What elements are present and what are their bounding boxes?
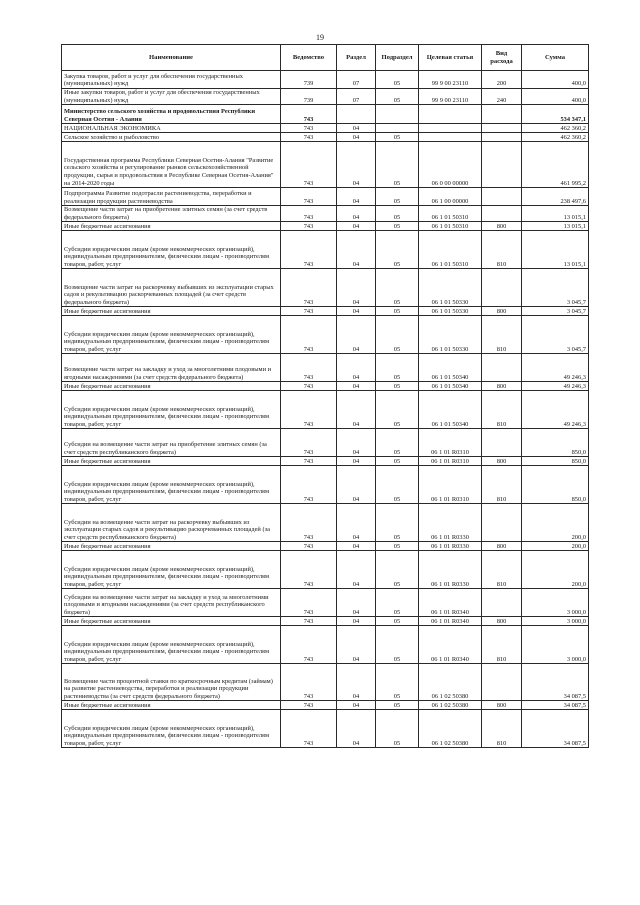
cell-ministry: 743	[281, 124, 337, 133]
table-row	[62, 269, 589, 307]
cell-section: 04	[337, 664, 376, 701]
cell-subsection	[376, 105, 419, 124]
cell-name: Иные бюджетные ассигнования	[62, 617, 281, 626]
cell-section: 07	[337, 89, 376, 105]
cell-ministry: 743	[281, 222, 337, 231]
table-row	[62, 626, 589, 664]
cell-name: Министерство сельского хозяйства и продовольствия Республики Северная Осетия - Алания	[62, 105, 281, 124]
cell-target-article: 06 1 01 R0340	[419, 617, 482, 626]
cell-name: Субсидии юридическим лицам (кроме некоммерческих организаций), индивидуальным предпринимателям, физическим лицам - производителям товаров, работ, услуг	[62, 466, 281, 504]
cell-section: 04	[337, 391, 376, 429]
cell-ministry: 739	[281, 71, 337, 89]
cell-name: Иные бюджетные ассигнования	[62, 382, 281, 391]
cell-expense-type	[482, 354, 522, 382]
cell-section: 07	[337, 71, 376, 89]
cell-amount: 34 087,5	[522, 701, 589, 710]
cell-expense-type: 800	[482, 382, 522, 391]
cell-ministry: 743	[281, 307, 337, 316]
cell-ministry: 743	[281, 589, 337, 617]
cell-amount: 462 360,2	[522, 133, 589, 142]
table-row	[62, 466, 589, 504]
cell-amount: 200,0	[522, 542, 589, 551]
cell-section: 04	[337, 617, 376, 626]
cell-target-article: 06 1 01 R0330	[419, 542, 482, 551]
cell-expense-type	[482, 206, 522, 222]
cell-section: 04	[337, 307, 376, 316]
cell-ministry: 743	[281, 316, 337, 354]
table-row	[62, 551, 589, 589]
table-row	[62, 142, 589, 188]
cell-expense-type: 200	[482, 71, 522, 89]
cell-subsection: 05	[376, 664, 419, 701]
table-row	[62, 382, 589, 391]
page-number: 19	[316, 33, 324, 42]
header-amount: Сумма	[522, 45, 589, 71]
cell-target-article: 06 1 01 R0340	[419, 589, 482, 617]
cell-expense-type: 240	[482, 89, 522, 105]
cell-amount: 3 000,0	[522, 626, 589, 664]
cell-name: Иные закупки товаров, работ и услуг для обеспечения государственных (муниципальных) нужд	[62, 89, 281, 105]
cell-name: Иные бюджетные ассигнования	[62, 457, 281, 466]
table-row	[62, 231, 589, 269]
cell-target-article	[419, 133, 482, 142]
cell-target-article: 06 0 00 00000	[419, 142, 482, 188]
cell-target-article: 06 1 01 50340	[419, 391, 482, 429]
table-row	[62, 133, 589, 142]
cell-ministry: 743	[281, 105, 337, 124]
cell-target-article: 06 1 01 50330	[419, 316, 482, 354]
table-row	[62, 391, 589, 429]
cell-subsection: 05	[376, 269, 419, 307]
cell-name: Субсидии на возмещение части затрат на раскорчевку выбывших из эксплуатации старых садов и рекультивацию раскорчеванных площадей (за счет средств республиканского бюджета)	[62, 504, 281, 542]
table-row	[62, 710, 589, 748]
cell-expense-type: 810	[482, 626, 522, 664]
cell-name: Субсидии юридическим лицам (кроме некоммерческих организаций), индивидуальным предпринимателям, физическим лицам - производителям товаров, работ, услуг	[62, 316, 281, 354]
cell-section: 04	[337, 354, 376, 382]
cell-section: 04	[337, 142, 376, 188]
cell-subsection: 05	[376, 617, 419, 626]
cell-target-article: 06 1 01 R0310	[419, 466, 482, 504]
table-body	[62, 71, 589, 748]
cell-target-article	[419, 124, 482, 133]
cell-subsection: 05	[376, 429, 419, 457]
cell-amount: 34 087,5	[522, 710, 589, 748]
table-row	[62, 206, 589, 222]
cell-expense-type	[482, 133, 522, 142]
cell-expense-type: 810	[482, 710, 522, 748]
cell-ministry: 743	[281, 504, 337, 542]
cell-section: 04	[337, 188, 376, 206]
cell-subsection: 05	[376, 142, 419, 188]
cell-target-article: 06 1 02 50380	[419, 664, 482, 701]
cell-ministry: 743	[281, 429, 337, 457]
cell-subsection: 05	[376, 701, 419, 710]
cell-section: 04	[337, 542, 376, 551]
cell-expense-type: 800	[482, 307, 522, 316]
table-row	[62, 701, 589, 710]
cell-ministry: 743	[281, 269, 337, 307]
cell-subsection: 05	[376, 504, 419, 542]
cell-target-article: 06 1 00 00000	[419, 188, 482, 206]
table-row	[62, 188, 589, 206]
cell-name: Иные бюджетные ассигнования	[62, 542, 281, 551]
cell-subsection: 05	[376, 354, 419, 382]
cell-expense-type	[482, 142, 522, 188]
cell-expense-type: 800	[482, 542, 522, 551]
cell-section: 04	[337, 504, 376, 542]
table-row	[62, 105, 589, 124]
cell-section: 04	[337, 710, 376, 748]
cell-subsection: 05	[376, 206, 419, 222]
cell-name: Государственная программа Республики Северная Осетия-Алания "Развитие сельского хозяйства и регулирование рынков сельскохозяйственной продукции, сырья и продовольствия в Республике Северная Осетия-Алания" на 2014-2020 годы	[62, 142, 281, 188]
cell-subsection: 05	[376, 626, 419, 664]
cell-section: 04	[337, 457, 376, 466]
cell-name: Субсидии юридическим лицам (кроме некоммерческих организаций), индивидуальным предпринимателям, физическим лицам - производителям товаров, работ, услуг	[62, 626, 281, 664]
cell-amount: 49 246,3	[522, 391, 589, 429]
cell-target-article: 06 1 01 50330	[419, 269, 482, 307]
cell-target-article	[419, 105, 482, 124]
cell-section: 04	[337, 382, 376, 391]
cell-ministry: 743	[281, 188, 337, 206]
cell-target-article: 06 1 01 50310	[419, 222, 482, 231]
cell-subsection: 05	[376, 551, 419, 589]
cell-section	[337, 105, 376, 124]
cell-ministry: 743	[281, 701, 337, 710]
header-expense-type: Вид расхода	[482, 45, 522, 71]
cell-amount: 534 347,1	[522, 105, 589, 124]
cell-name: Иные бюджетные ассигнования	[62, 222, 281, 231]
cell-amount: 461 995,2	[522, 142, 589, 188]
cell-ministry: 743	[281, 382, 337, 391]
header-section: Раздел	[337, 45, 376, 71]
cell-ministry: 743	[281, 206, 337, 222]
table-row	[62, 617, 589, 626]
cell-target-article: 99 9 00 23110	[419, 89, 482, 105]
cell-target-article: 06 1 01 R0330	[419, 504, 482, 542]
cell-subsection	[376, 124, 419, 133]
cell-ministry: 739	[281, 89, 337, 105]
cell-subsection: 05	[376, 89, 419, 105]
cell-ministry: 743	[281, 457, 337, 466]
cell-ministry: 743	[281, 664, 337, 701]
cell-ministry: 743	[281, 551, 337, 589]
cell-subsection: 05	[376, 589, 419, 617]
cell-target-article: 06 1 01 50310	[419, 206, 482, 222]
budget-table	[61, 44, 589, 748]
cell-expense-type	[482, 124, 522, 133]
cell-expense-type: 800	[482, 701, 522, 710]
cell-section: 04	[337, 589, 376, 617]
cell-subsection: 05	[376, 710, 419, 748]
cell-target-article: 06 1 01 50340	[419, 382, 482, 391]
cell-subsection: 05	[376, 316, 419, 354]
cell-ministry: 743	[281, 231, 337, 269]
cell-amount: 34 087,5	[522, 664, 589, 701]
cell-ministry: 743	[281, 710, 337, 748]
cell-amount: 850,0	[522, 429, 589, 457]
cell-expense-type: 810	[482, 231, 522, 269]
cell-ministry: 743	[281, 142, 337, 188]
cell-subsection: 05	[376, 382, 419, 391]
header-ministry: Ведомство	[281, 45, 337, 71]
cell-amount: 49 246,3	[522, 382, 589, 391]
cell-name: Субсидии юридическим лицам (кроме некоммерческих организаций), индивидуальным предпринимателям, физическим лицам - производителям товаров, работ, услуг	[62, 551, 281, 589]
header-subsection: Подраздел	[376, 45, 419, 71]
cell-expense-type: 810	[482, 316, 522, 354]
cell-target-article: 06 1 02 50380	[419, 701, 482, 710]
cell-expense-type	[482, 105, 522, 124]
cell-section: 04	[337, 626, 376, 664]
cell-target-article: 99 9 00 23110	[419, 71, 482, 89]
cell-amount: 49 246,3	[522, 354, 589, 382]
cell-name: Иные бюджетные ассигнования	[62, 307, 281, 316]
header-name: Наименование	[62, 45, 281, 71]
cell-name: Закупка товаров, работ и услуг для обеспечения государственных (муниципальных) нужд	[62, 71, 281, 89]
table-row	[62, 429, 589, 457]
cell-name: НАЦИОНАЛЬНАЯ ЭКОНОМИКА	[62, 124, 281, 133]
cell-target-article: 06 1 01 R0340	[419, 626, 482, 664]
cell-expense-type: 800	[482, 617, 522, 626]
cell-subsection: 05	[376, 231, 419, 269]
cell-name: Возмещение части затрат на приобретение элитных семян (за счет средств федерального бюджета)	[62, 206, 281, 222]
cell-target-article: 06 1 01 50340	[419, 354, 482, 382]
cell-expense-type: 810	[482, 551, 522, 589]
cell-subsection: 05	[376, 71, 419, 89]
cell-expense-type	[482, 589, 522, 617]
cell-expense-type	[482, 429, 522, 457]
table-row	[62, 222, 589, 231]
cell-ministry: 743	[281, 466, 337, 504]
cell-ministry: 743	[281, 133, 337, 142]
cell-section: 04	[337, 316, 376, 354]
table-row	[62, 71, 589, 89]
cell-section: 04	[337, 466, 376, 504]
cell-amount: 400,0	[522, 71, 589, 89]
table-row	[62, 589, 589, 617]
cell-amount: 3 000,0	[522, 617, 589, 626]
cell-section: 04	[337, 429, 376, 457]
table-row	[62, 316, 589, 354]
cell-amount: 13 015,1	[522, 206, 589, 222]
cell-amount: 200,0	[522, 551, 589, 589]
cell-target-article: 06 1 01 50330	[419, 307, 482, 316]
cell-target-article: 06 1 01 50310	[419, 231, 482, 269]
cell-amount: 200,0	[522, 504, 589, 542]
cell-section: 04	[337, 206, 376, 222]
cell-amount: 13 015,1	[522, 222, 589, 231]
cell-section: 04	[337, 222, 376, 231]
cell-expense-type	[482, 188, 522, 206]
table-row	[62, 354, 589, 382]
cell-name: Субсидии юридическим лицам (кроме некоммерческих организаций), индивидуальным предпринимателям, физическим лицам - производителям товаров, работ, услуг	[62, 391, 281, 429]
cell-amount: 850,0	[522, 457, 589, 466]
table-row	[62, 89, 589, 105]
cell-subsection: 05	[376, 133, 419, 142]
cell-name: Возмещение части затрат на закладку и уход за многолетними плодовыми и ягодными насаждениями (за счет средств федерального бюджета)	[62, 354, 281, 382]
cell-target-article: 06 1 01 R0310	[419, 457, 482, 466]
cell-section: 04	[337, 133, 376, 142]
cell-section: 04	[337, 701, 376, 710]
cell-section: 04	[337, 269, 376, 307]
cell-expense-type	[482, 504, 522, 542]
table-row	[62, 664, 589, 701]
cell-name: Субсидии юридическим лицам (кроме некоммерческих организаций), индивидуальным предпринимателям, физическим лицам - производителям товаров, работ, услуг	[62, 231, 281, 269]
cell-subsection: 05	[376, 466, 419, 504]
cell-name: Подпрограмма Развитие подотрасли растениеводства, переработки и реализации продукции растениеводства	[62, 188, 281, 206]
cell-section: 04	[337, 551, 376, 589]
cell-ministry: 743	[281, 626, 337, 664]
cell-name: Возмещение части затрат на раскорчевку выбывших из эксплуатации старых садов и рекультивацию раскорчеванных площадей (за счет средств федерального бюджета)	[62, 269, 281, 307]
cell-amount: 850,0	[522, 466, 589, 504]
cell-ministry: 743	[281, 617, 337, 626]
cell-subsection: 05	[376, 307, 419, 316]
cell-name: Сельское хозяйство и рыболовство	[62, 133, 281, 142]
cell-section: 04	[337, 124, 376, 133]
cell-subsection: 05	[376, 542, 419, 551]
cell-amount: 400,0	[522, 89, 589, 105]
cell-expense-type: 810	[482, 466, 522, 504]
table-header	[62, 45, 589, 71]
table-row	[62, 542, 589, 551]
cell-target-article: 06 1 01 R0310	[419, 429, 482, 457]
cell-subsection: 05	[376, 391, 419, 429]
cell-expense-type	[482, 664, 522, 701]
cell-amount: 3 045,7	[522, 307, 589, 316]
cell-name: Иные бюджетные ассигнования	[62, 701, 281, 710]
cell-expense-type: 800	[482, 457, 522, 466]
cell-subsection: 05	[376, 457, 419, 466]
cell-name: Возмещение части процентной ставки по краткосрочным кредитам (займам) на развитие растениеводства, переработки и реализации продукции растениеводства (за счет средств федерального бюджета)	[62, 664, 281, 701]
cell-name: Субсидии на возмещение части затрат на приобретение элитных семян (за счет средств республиканского бюджета)	[62, 429, 281, 457]
cell-target-article: 06 1 01 R0330	[419, 551, 482, 589]
cell-subsection: 05	[376, 188, 419, 206]
cell-subsection: 05	[376, 222, 419, 231]
cell-amount: 13 015,1	[522, 231, 589, 269]
table-row	[62, 457, 589, 466]
cell-amount: 3 045,7	[522, 316, 589, 354]
cell-ministry: 743	[281, 542, 337, 551]
header-target-article: Целевая статья	[419, 45, 482, 71]
cell-target-article: 06 1 02 50380	[419, 710, 482, 748]
cell-ministry: 743	[281, 391, 337, 429]
cell-amount: 238 497,6	[522, 188, 589, 206]
cell-expense-type: 800	[482, 222, 522, 231]
table-row	[62, 124, 589, 133]
cell-expense-type: 810	[482, 391, 522, 429]
cell-amount: 462 360,2	[522, 124, 589, 133]
cell-amount: 3 045,7	[522, 269, 589, 307]
table-row	[62, 504, 589, 542]
cell-ministry: 743	[281, 354, 337, 382]
cell-name: Субсидии на возмещение части затрат на закладку и уход за многолетними плодовыми и ягодными насаждениями (за счет средств республиканского бюджета)	[62, 589, 281, 617]
cell-amount: 3 000,0	[522, 589, 589, 617]
cell-name: Субсидии юридическим лицам (кроме некоммерческих организаций), индивидуальным предпринимателям, физическим лицам - производителям товаров, работ, услуг	[62, 710, 281, 748]
table-row	[62, 307, 589, 316]
cell-section: 04	[337, 231, 376, 269]
cell-expense-type	[482, 269, 522, 307]
